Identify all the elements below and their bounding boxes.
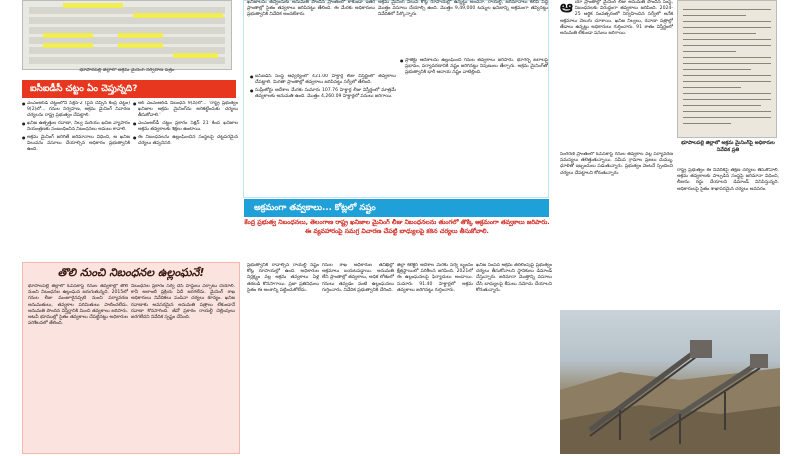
left-bullet-3: ● అక్రమ మైనింగ్‌ జరిగితే జరిమానాలు విధించి, ఆ ఖనిజ విలువను వసూలు చేయాల్సిన అధికారం ప్రభుత్వానికి ఉంది. (22, 135, 130, 154)
mining-conveyor-graphic (560, 310, 780, 454)
middle-top-text-a: ఖనిజాలను తవ్వేందుకు అనుమతి పొందిన ప్రాంతంలో కాకుండా ఇతర ప్రాంతాల్లో సైతం తవ్వకాలు జరిపినట్టు తేలింది. ఈ మేరకు అధికారులు ప్రభుత్వానికి నివేదిక అందజేశారు. (247, 0, 375, 18)
middle-bullet-3: ● ప్రాజెక్టు ఆదేశాలను ఉల్లంఘించి గనుల తవ్వకాలు జరిపారు. భూగర్భ జలాలపై ప్రభావం, పర్యావరణానికి నష్టం జరిగినట్టు నిపుణులు తేల్చారు. అక్రమ మైనింగ్‌తో ప్రభుత్వానికి భారీ ఆదాయ నష్టం వాటిల్లింది. (400, 58, 548, 77)
middle-top-text-b: అక్రమ మైనింగ్‌ విలువ కోట్ల రూపాయల్లో ఉన్నట్టు అంచనా. రాయల్టీ, జరిమానాలు కలిపి పెద్ద మొత్తం వసూలు చేయాల్సి ఉంది. మొత్తం 9,49,000 టన్నుల ఖనిజాన్ని అక్రమంగా తవ్వినట్టు నివేదికలో పేర్కొన్నారు. (378, 0, 548, 18)
middle-column-2: గనుల శాఖ అధికారుల తనిఖీల్లో అక్రమాలు బయటపడ్డాయి. అనుమతి లేని ప్రాంతాల్లో తవ్వకాలు, అధిక లోతులో గనులు తవ్వడం వంటి ఉల్లంఘనలు గుర్తించారు. నివేదిక ప్రభుత్వానికి చేరింది. (322, 263, 394, 293)
report-document-image (677, 0, 777, 138)
left-bullet-4: ● ఆర్‌ ఎంఎంఆర్‌డీ నిబంధన 9(వ)లో... 'రాష్ట్ర ప్రభుత్వం ఖనిజాల అక్రమ మైనింగ్‌ను అరికట్టేందుకు చర్యలు తీసుకోవాలి.' (133, 101, 238, 120)
middle-column-3: జిల్లా కలెక్టర్‌ ఆదేశాల మేరకు సర్వే బృందం క్షేత్రస్థాయిలో పరిశీలన జరిపింది. 2021లో ఈ ఉల్లంఘనలపై ఫిర్యాదులు అందాయి. సుమారు 91.40 హెక్టార్లలో అక్రమ తవ్వకాలు జరిగినట్టు గుర్తించారు. (397, 263, 473, 293)
report-document-caption: భూపాలపల్లి జిల్లాలో అక్రమ మైనింగ్‌పై అధికారుల నివేదిక ప్రతి (681, 140, 775, 153)
dropcap: ఆ (560, 0, 573, 16)
left-bullet-1: ● ఎంఎంఆర్‌డీ చట్టంలోని సెక్షన్‌-2 (పైన చెప్పిన కేంద్ర చట్టం) 9(2)లో... గనుల నిర్వహణ, అక్రమ మైనింగ్‌ నివారణ చర్యలను రాష్ట్ర ప్రభుత్వం చేపట్టాలి. (22, 101, 130, 120)
middle-left-bullets (250, 74, 396, 192)
left-bullet-2: ● ఖనిజ ఉత్పత్తుల రవాణా, నిల్వ మరియు ఖనిజ వ్యాపారం నియంత్రణకు సంబంధించిన నిబంధనలు అమలు కావాలి. (22, 121, 130, 133)
violations-column-b: నిబంధనల ప్రకారం సర్వే చేసి హద్దులు ఏర్పాటు చేయాలి. కానీ అలాంటి ప్రక్రియ ఏదీ జరగలేదు. మైనింగ్‌ శాఖ అధికారులు నివేదికలు పంపినా చర్యలు శూన్యం. ఖనిజ రవాణాకు అవసరమైన అనుమతి పత్రాలు లేకుండానే రవాణా కొనసాగింది. జీవో ప్రకారం రాయల్టీ చెల్లింపులు జరగలేదని నివేదిక స్పష్టం చేసింది. (131, 284, 235, 321)
left-column-a (22, 101, 130, 259)
middle-bullet-2: ● సుప్రీంకోర్టు ఆదేశాల మేరకు సుమారు 107.76 హెక్టార్ల లీజు విస్తీర్ణంలో మాత్రమే తవ్వకాలకు అనుమతి ఉంది. మొత్తం 4,260.09 హెక్టార్లలో పనులు జరిగాయి. (250, 88, 396, 100)
left-column-b (133, 101, 238, 259)
middle-subheading: కేంద్ర ప్రభుత్వ నిబంధనలు, తెలంగాణ రాష్ట్ర ఖనిజాల మైనింగ్‌ లీజు నిబంధనలను తుంగలో తొక్కి అక్రమంగా తవ్వకాలు జరిపారు. ఈ వ్యవహారంపై సమగ్ర విచారణ చేపట్టి బాధ్యులపై కఠిన చర్యలు తీసుకోవాలి. (244, 219, 550, 235)
right-column-a (560, 0, 673, 150)
right-column-c: రాష్ట్ర ప్రభుత్వం ఈ నివేదికపై తక్షణ చర్యలు తీసుకోవాలి. అక్రమ తవ్వకాలకు పాల్పడిన సంస్థపై జరిమానా విధించి, లీజును రద్దు చేయాలని డిమాండ్‌ వినిపిస్తున్నది. అధికారులపై సైతం శాఖాపరమైన చర్యలు అవసరం. (677, 168, 779, 192)
middle-right-bullets (400, 58, 548, 192)
middle-bullet-1: ● ఐసీఐడీసీ సంస్థ ఆధ్వర్యంలో 421.00 హెక్టార్ల లీజు విస్తీర్ణంలో తవ్వకాలు చేపట్టాలి. మిగతా ప్రాంతాల్లో తవ్వకాలు జరిపినట్టు సర్వేలో తేలింది. (250, 74, 396, 86)
document-snippet-image (22, 0, 232, 70)
violations-title: తొలి నుంచి నిబంధనల ఉల్లంఘనే! (57, 266, 205, 279)
middle-column-4: ఖనిజ సంపద అక్రమ తరలింపుపై ప్రభుత్వం చర్యలు తీసుకోవాలని స్థానికులు డిమాండ్‌ చేస్తున్నారు. జరిమానా మొత్తాన్ని వసూలు చేసి బాధ్యులపై కేసులు నమోదు చేయాలని కోరుతున్నారు. (476, 263, 552, 293)
middle-column-1: ప్రభుత్వానికి రావాల్సిన రాయల్టీ నష్టం కోట్ల రూపాయల్లో ఉంది. అధికారుల నిర్లక్ష్యం వల్ల అక్రమ తవ్వకాలు ఏళ్ల తరబడి కొనసాగాయి. ప్రజా ప్రతినిధులు సైతం ఈ అంశాన్ని పట్టించుకోలేదు. (247, 263, 319, 293)
left-bullet-6: ● ఈ నిబంధనలను ఉల్లంఘించిన సంస్థలపై చట్టపరమైన చర్యలు తప్పనిసరి. (133, 135, 238, 147)
section-heading-middle: అక్రమంగా తవ్వకాలు... కోట్లలో నష్టం (244, 199, 549, 217)
right-column-a-text: యా ప్రాంతాల్లో మైనింగ్‌ లీజు అనుమతి పొందిన సంస్థ, నిబంధనలకు విరుద్ధంగా తవ్వకాలు జరిపింది. 2024-25 ఆర్థిక సంవత్సరంలో నిర్వహించిన సర్వేలో అనేక అక్రమాలు వెలుగు చూశాయి. ఖనిజ నిల్వలు, రవాణా పత్రాల్లో తేడాలు ఉన్నట్టు అధికారులు గుర్తించారు. 91 శాతం విస్తీర్ణంలో అనుమతి లేకుండా పనులు జరిగాయి. (560, 0, 673, 37)
document-snippet-caption: భూపాల్‌పల్లి జిల్లాలో అక్రమ మైనింగ్‌ నిర్వహణ పత్రం (79, 68, 175, 73)
left-bullet-5: ● ఎంఎంఆర్‌డీ చట్టం ప్రకారం సెక్షన్‌ 21 కింద ఖనిజాల అక్రమ తవ్వకాలకు శిక్షలు ఉంటాయి. (133, 121, 238, 133)
mining-site-photo (560, 310, 780, 454)
section-heading-left: ఐసీఐడీసీ చట్టం ఏం చెప్తున్నది? (22, 80, 236, 98)
right-column-b: సింగరేణి ప్రాంతంలో ఓపెన్‌కాస్ట్‌ గనుల తవ్వకాల వల్ల పర్యావరణ సమస్యలు తలెత్తుతున్నాయి. సమీప గ్రామాల ప్రజలు దుమ్ము, ధూళితో ఇబ్బందులు పడుతున్నారు. ప్రభుత్వం వెంటనే స్పందించి చర్యలు చేపట్టాలని కోరుతున్నారు. (560, 152, 673, 176)
violations-column-a: భూపాలపల్లి జిల్లాలో ఓపెన్‌కాస్ట్‌ గనుల తవ్వకాల్లో తొలి నుంచి నిబంధనల ఉల్లంఘన జరుగుతున్నది. 2015లో గనుల లీజు మంజూరైనప్పటి నుంచి పర్యావరణ అనుమతులు, తవ్వకాల పరిమితులు పాటించలేదు. అనుమతి పొందిన విస్తీర్ణానికి మించి తవ్వకాలు జరిపారు. అటవీ భూముల్లో సైతం తవ్వకాలు చేపట్టినట్టు అధికారుల పరిశీలనలో తేలింది. (28, 284, 128, 327)
